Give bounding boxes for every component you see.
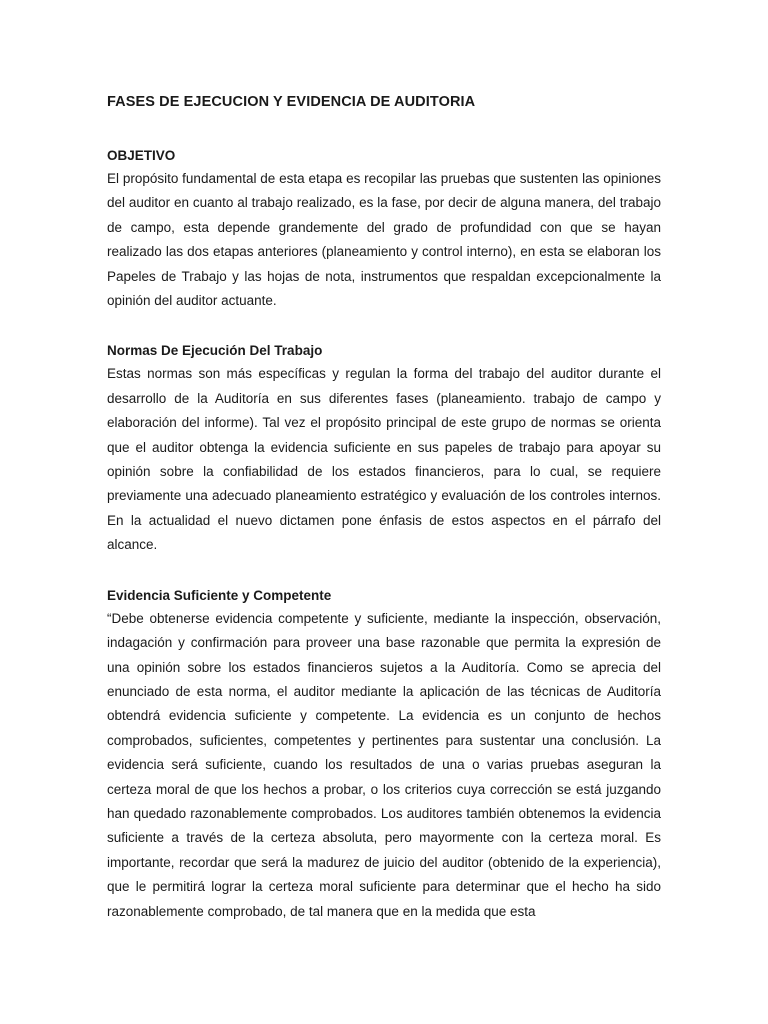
document-body (107, 91, 661, 924)
section-paragraph: “Debe obtenerse evidencia competente y suficiente, mediante la inspección, observación, indagación y confirmación para proveer una base razonable que permita la expresión de una opinión sobre los estados financieros sujetos a la Auditoría. Como se aprecia del enunciado de esta norma, el auditor mediante la aplicación de las técnicas de Auditoría obtendrá evidencia suficiente y competente. La evidencia es un conjunto de hechos comprobados, suficientes, competentes y pertinentes para sustentar una conclusión. La evidencia será suficiente, cuando los resultados de una o varias pruebas aseguran la certeza moral de que los hechos a probar, o los criterios cuya corrección se está juzgando han quedado razonablemente comprobados. Los auditores también obtenemos la evidencia suficiente a través de la certeza absoluta, pero mayormente con la certeza moral. Es importante, recordar que será la madurez de juicio del auditor (obtenido de la experiencia), que le permitirá lograr la certeza moral suficiente para determinar que el hecho ha sido razonablemente comprobado, de tal manera que en la medida que esta (107, 610, 661, 919)
section-normas-ejecucion (107, 340, 661, 557)
section-heading: Normas De Ejecución Del Trabajo (107, 343, 323, 359)
section-evidencia-suficiente (107, 585, 661, 924)
section-paragraph: Estas normas son más específicas y regulan la forma del trabajo del auditor durante el desarrollo de la Auditoría en sus diferentes fases (planeamiento. trabajo de campo y elaboración del informe). Tal vez el propósito principal de este grupo de normas se orienta que el auditor obtenga la evidencia suficiente en sus papeles de trabajo para apoyar su opinión sobre la confiabilidad de los estados financieros, para lo cual, se requiere previamente una adecuado planeamiento estratégico y evaluación de los controles internos. En la actualidad el nuevo dictamen pone énfasis de estos aspectos en el párrafo del alcance. (107, 366, 661, 553)
section-heading: OBJETIVO (107, 148, 176, 163)
document-title: FASES DE EJECUCION Y EVIDENCIA DE AUDITORIA (107, 94, 476, 110)
section-objetivo (107, 145, 661, 313)
section-paragraph: El propósito fundamental de esta etapa es recopilar las pruebas que sustenten las opiniones del auditor en cuanto al trabajo realizado, es la fase, por decir de alguna manera, del trabajo de campo, esta depende grandemente del grado de profundidad con que se hayan realizado las dos etapas anteriores (planeamiento y control interno), en esta se elaboran los Papeles de Trabajo y las hojas de nota, instrumentos que respaldan excepcionalmente la opinión del auditor actuante. (107, 171, 661, 309)
section-heading: Evidencia Suficiente y Competente (107, 587, 332, 603)
